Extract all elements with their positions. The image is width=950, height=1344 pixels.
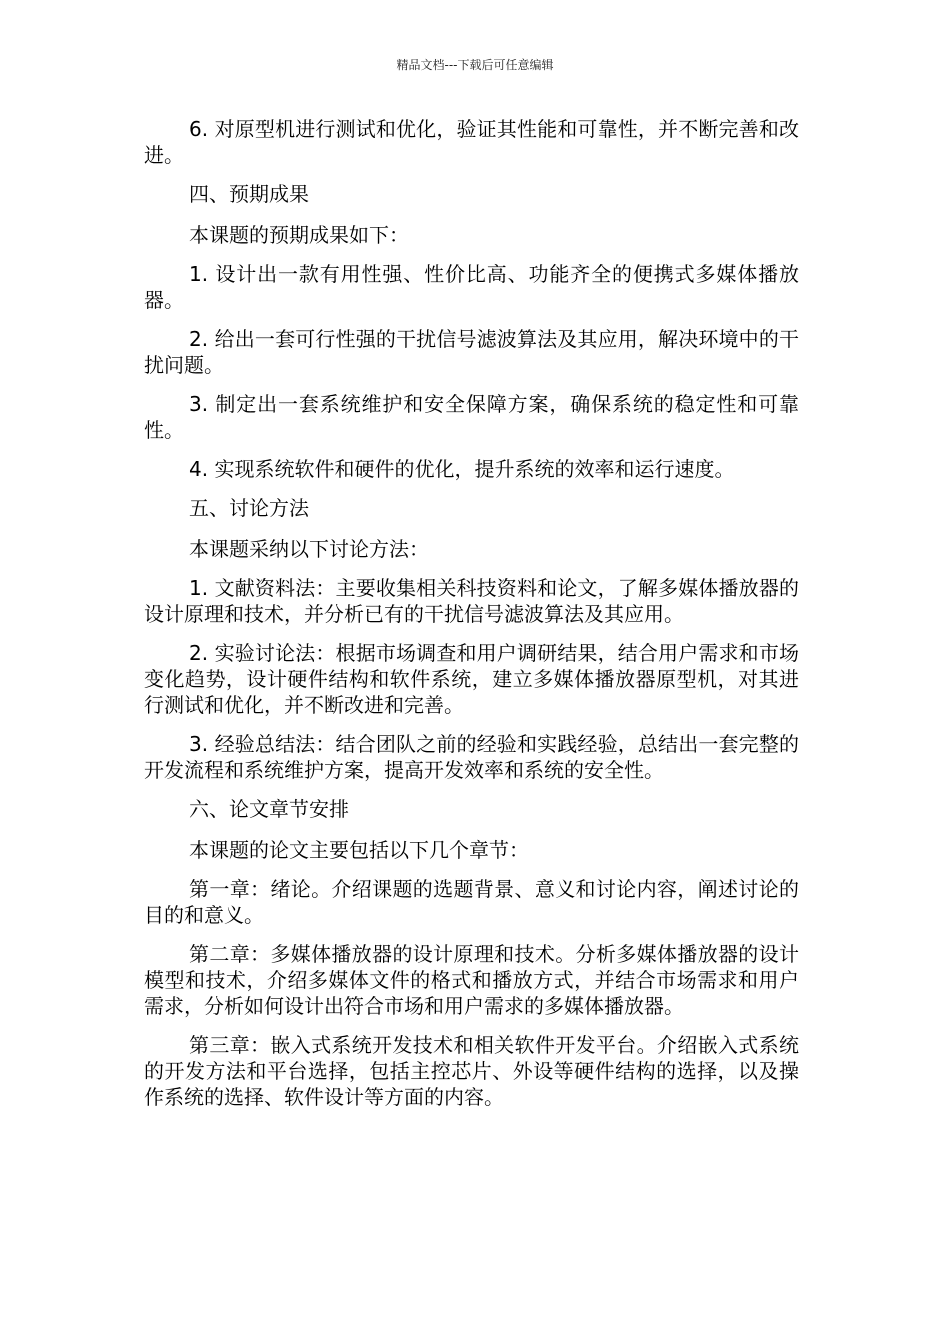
paragraph-method-2: 2. 实验讨论法：根据市场调查和用户调研结果，结合用户需求和市场变化趋势，设计硬件结构和软件系统，建立多媒体播放器原型机，对其进行测试和优化，并不断改进和完善。 bbox=[144, 641, 799, 717]
document-body bbox=[144, 116, 799, 1123]
paragraph-chapter-2: 第二章：多媒体播放器的设计原理和技术。分析多媒体播放器的设计模型和技术，介绍多媒体文件的格式和播放方式，并结合市场需求和用户需求，分析如何设计出符合市场和用户需求的多媒体播放器。 bbox=[144, 942, 799, 1018]
section-heading-chapters: 六、论文章节安排 bbox=[189, 797, 349, 821]
paragraph-result-4: 4. 实现系统软件和硬件的优化，提升系统的效率和运行速度。 bbox=[189, 457, 735, 481]
paragraph-result-1: 1. 设计出一款有用性强、性价比高、功能齐全的便携式多媒体播放器。 bbox=[144, 262, 799, 312]
paragraph-result-3: 3. 制定出一套系统维护和安全保障方案，确保系统的稳定性和可靠性。 bbox=[144, 392, 799, 442]
paragraph-result-2: 2. 给出一套可行性强的干扰信号滤波算法及其应用，解决环境中的干扰问题。 bbox=[144, 327, 799, 377]
section-heading-methods: 五、讨论方法 bbox=[189, 496, 309, 520]
paragraph-chapter-1: 第一章：绪论。介绍课题的选题背景、意义和讨论内容，阐述讨论的目的和意义。 bbox=[144, 877, 799, 927]
paragraph-method-3: 3. 经验总结法：结合团队之前的经验和实践经验，总结出一套完整的开发流程和系统维护方案，提高开发效率和系统的安全性。 bbox=[144, 732, 799, 782]
paragraph-item-6: 6. 对原型机进行测试和优化，验证其性能和可靠性，并不断完善和改进。 bbox=[144, 117, 799, 167]
paragraph-method-1: 1. 文献资料法：主要收集相关科技资料和论文，了解多媒体播放器的设计原理和技术，并分析已有的干扰信号滤波算法及其应用。 bbox=[144, 576, 799, 626]
section-heading-expected-results: 四、预期成果 bbox=[189, 182, 309, 206]
paragraph-intro-results: 本课题的预期成果如下： bbox=[189, 223, 409, 247]
page-header: 精品文档---下载后可任意编辑 bbox=[396, 58, 554, 72]
paragraph-chapter-3: 第三章：嵌入式系统开发技术和相关软件开发平台。介绍嵌入式系统的开发方法和平台选择，包括主控芯片、外设等硬件结构的选择，以及操作系统的选择、软件设计等方面的内容。 bbox=[144, 1033, 799, 1109]
paragraph-intro-methods: 本课题采纳以下讨论方法： bbox=[189, 537, 429, 561]
paragraph-intro-chapters: 本课题的论文主要包括以下几个章节： bbox=[189, 838, 529, 862]
